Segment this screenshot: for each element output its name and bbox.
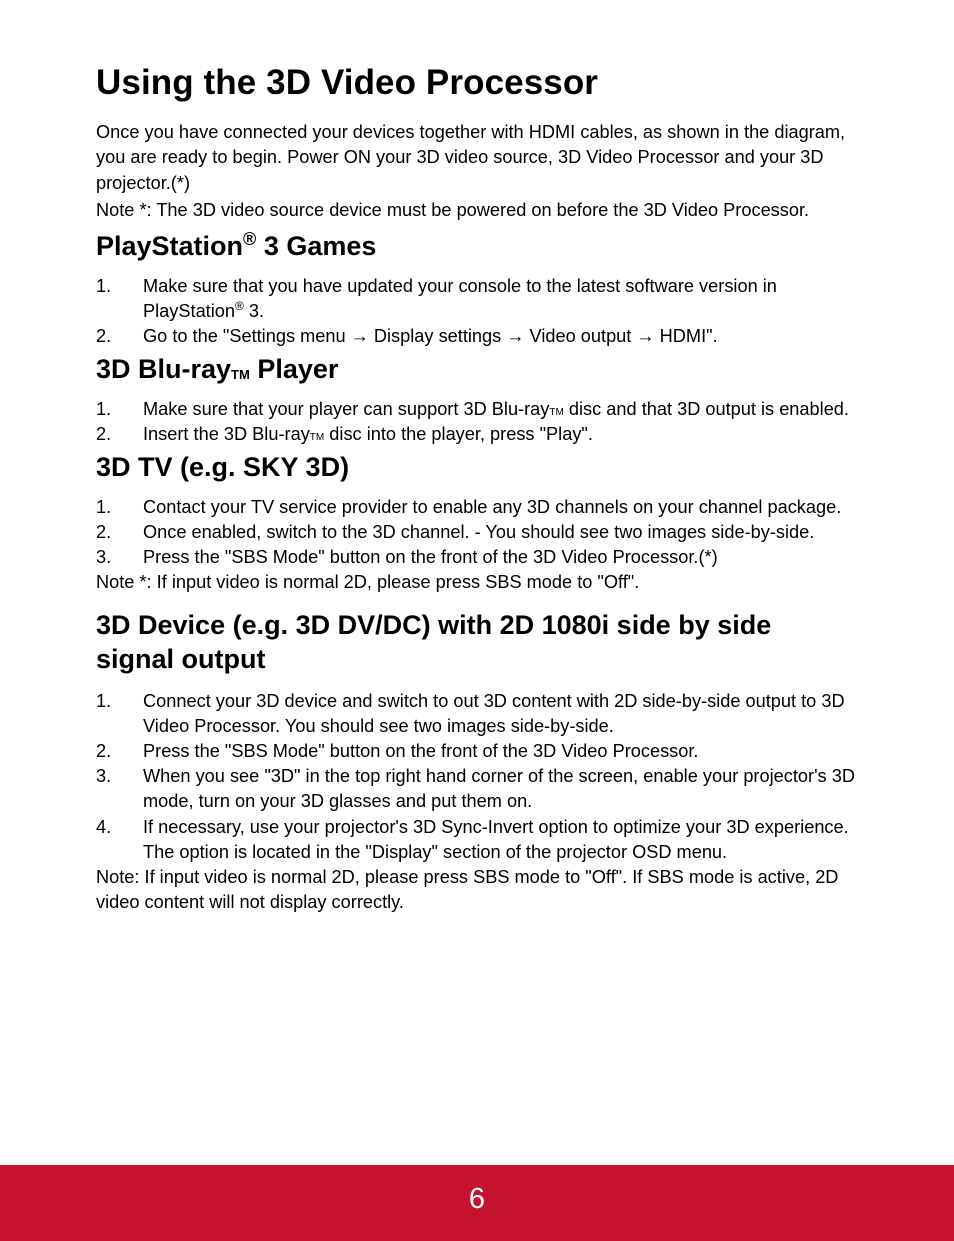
intro-note: Note *: The 3D video source device must be powered on before the 3D Video Processor.	[96, 200, 810, 221]
list-item-number: 2.	[96, 424, 112, 445]
list-item-text-suffix: 3.	[243, 300, 265, 321]
list-item	[96, 422, 856, 447]
page-title: Using the 3D Video Processor	[96, 63, 599, 102]
list-item-number: 2.	[96, 521, 112, 542]
footer-bar	[0, 1165, 954, 1241]
list-item-text: If necessary, use your projector's 3D Sync-Invert option to optimize your 3D experience. The option is located in the "Display" section of the projector OSD menu.	[143, 816, 849, 862]
section-heading-ps3	[96, 229, 856, 263]
list-item	[96, 274, 856, 324]
list-item-text: Insert the 3D Blu-ray	[143, 424, 310, 445]
list-item	[96, 689, 856, 739]
trademark-symbol: TM	[309, 432, 325, 444]
ps3-steps-list	[96, 274, 856, 350]
list-item-number: 1.	[96, 496, 112, 517]
list-item-text: Connect your 3D device and switch to out 3D content with 2D side-by-side output to 3D Video Processor. You should see two images side-by-side.	[143, 690, 845, 736]
device-steps-list	[96, 689, 856, 865]
bluray-steps-list	[96, 397, 856, 447]
list-item-text: Go to the "Settings menu → Display settings → Video output → HDMI".	[143, 326, 718, 347]
list-item	[96, 520, 856, 545]
list-item-number: 1.	[96, 690, 112, 711]
list-item-text-suffix: disc and that 3D output is enabled.	[563, 399, 849, 420]
trademark-symbol: TM	[549, 407, 564, 419]
list-item	[96, 397, 856, 422]
tv-note: Note *: If input video is normal 2D, please press SBS mode to "Off".	[96, 572, 640, 593]
list-item-text: Make sure that you have updated your console to the latest software version in PlayStation	[143, 275, 777, 321]
list-item-number: 2.	[96, 326, 112, 347]
list-item	[96, 739, 856, 764]
device-note: Note: If input video is normal 2D, please press SBS mode to "Off". If SBS mode is active, 2D video content will not display correctly.	[96, 867, 839, 913]
bluray-heading-text: 3D Blu-ray	[96, 354, 232, 385]
list-item-text: When you see "3D" in the top right hand corner of the screen, enable your projector's 3D mode, turn on your 3D glasses and put them on.	[143, 766, 855, 812]
list-item-number: 3.	[96, 766, 112, 787]
registered-symbol: ®	[243, 228, 257, 249]
list-item-text: Once enabled, switch to the 3D channel. - You should see two images side-by-side.	[143, 521, 815, 542]
page-content	[96, 60, 856, 916]
list-item-number: 1.	[96, 275, 112, 296]
intro-paragraph: Once you have connected your devices together with HDMI cables, as shown in the diagram, you are ready to begin. Power ON your 3D video source, 3D Video Processor and your 3D projector.(*)	[96, 122, 846, 193]
list-item-text: Press the "SBS Mode" button on the front of the 3D Video Processor.(*)	[143, 547, 718, 568]
list-item	[96, 495, 856, 520]
registered-symbol: ®	[235, 298, 244, 313]
list-item	[96, 764, 856, 814]
bluray-heading-suffix: Player	[249, 354, 339, 385]
tv-steps-list	[96, 495, 856, 571]
list-item	[96, 545, 856, 570]
ps3-heading-text: PlayStation	[96, 230, 244, 261]
list-item-text: Contact your TV service provider to enable any 3D channels on your channel package.	[143, 496, 842, 517]
section-heading-3d-tv: 3D TV (e.g. SKY 3D)	[96, 451, 350, 482]
list-item-number: 4.	[96, 816, 112, 837]
section-heading-3d-device: 3D Device (e.g. 3D DV/DC) with 2D 1080i side by side signal output	[96, 609, 772, 674]
list-item	[96, 324, 856, 349]
list-item-text: Make sure that your player can support 3D Blu-ray	[143, 399, 550, 420]
list-item-number: 3.	[96, 547, 112, 568]
trademark-symbol: TM	[231, 367, 250, 383]
list-item-number: 2.	[96, 741, 112, 762]
list-item	[96, 815, 856, 865]
list-item-text-suffix: disc into the player, press "Play".	[324, 424, 593, 445]
list-item-text: Press the "SBS Mode" button on the front of the 3D Video Processor.	[143, 741, 699, 762]
section-heading-bluray	[96, 352, 856, 386]
page-number: 6	[468, 1183, 486, 1215]
list-item-number: 1.	[96, 399, 112, 420]
ps3-heading-suffix: 3 Games	[256, 230, 377, 261]
